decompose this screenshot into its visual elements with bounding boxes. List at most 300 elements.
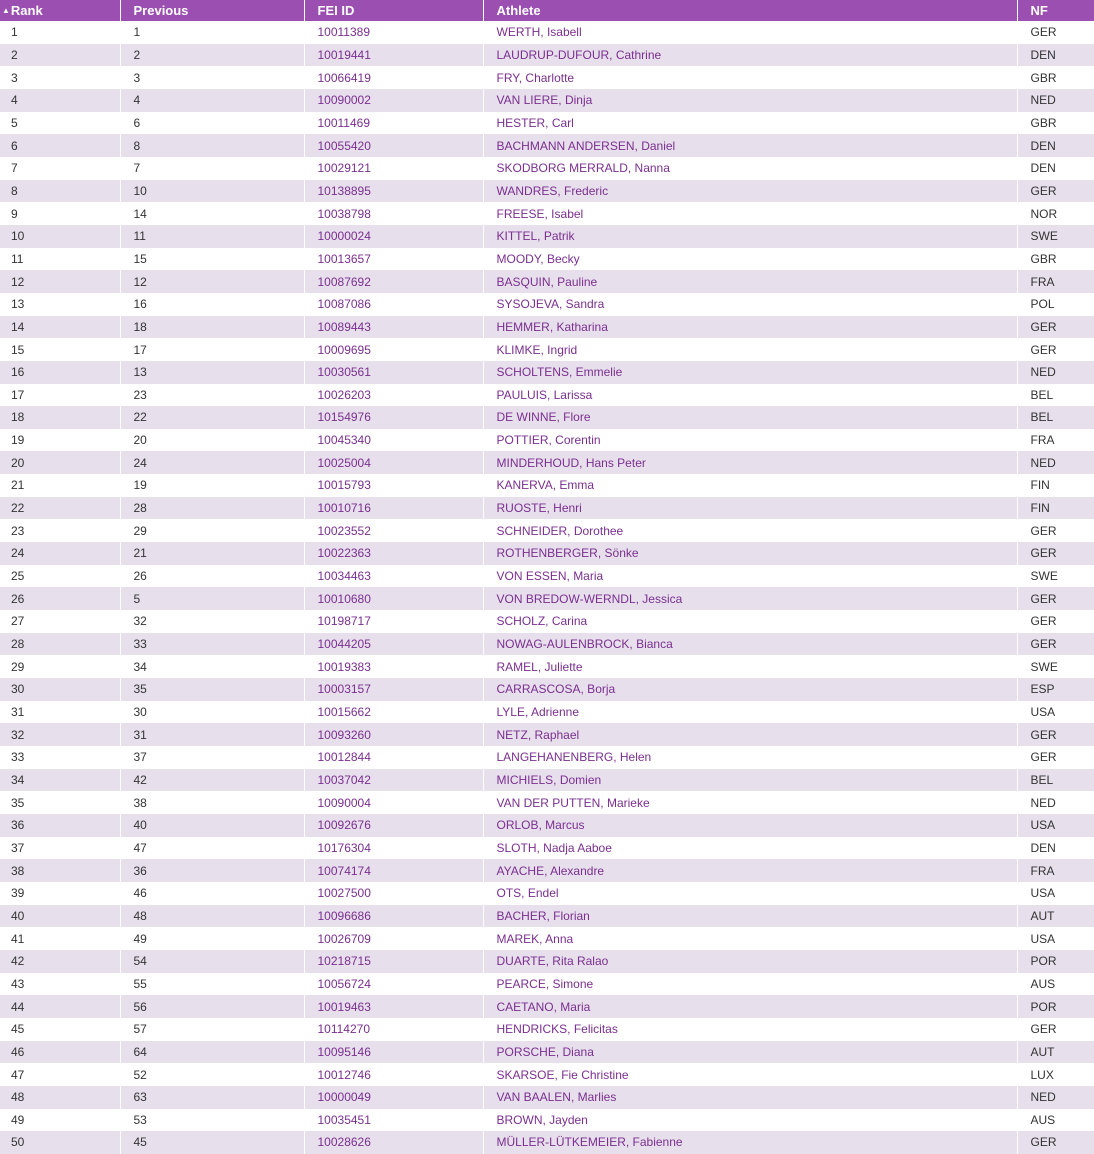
rank-cell: 12 [0,270,120,293]
nf-cell: FIN [1030,501,1050,516]
fei-id-link[interactable]: 10090004 [304,791,483,814]
table-row [0,1109,1094,1132]
fei-id-link[interactable]: 10019383 [304,655,483,678]
nf-cell: GER [1030,523,1057,538]
previous-rank-cell: 46 [120,882,304,905]
athlete-name-link[interactable]: MINDERHOUD, Hans Peter [483,451,1017,474]
column-header-rank[interactable] [0,0,120,21]
fei-id-link[interactable]: 10154976 [304,406,483,429]
rank-cell: 29 [0,655,120,678]
previous-rank-cell: 33 [120,633,304,656]
fei-id-link[interactable]: 10198717 [304,610,483,633]
table-body [0,21,1094,1154]
table-row [0,361,1094,384]
table-row [0,497,1094,520]
rank-cell: 3 [0,66,120,89]
fei-id-link[interactable]: 10026203 [304,384,483,407]
table-row [0,995,1094,1018]
sort-ascending-icon: ▲ [2,6,10,15]
rank-cell: 37 [0,837,120,860]
nf-cell: SWE [1030,659,1058,674]
athlete-name-link[interactable]: SYSOJEVA, Sandra [483,293,1017,316]
nf-cell: NED [1030,93,1056,108]
fei-id-link[interactable]: 10010680 [304,587,483,610]
previous-rank-cell: 30 [120,701,304,724]
fei-id-link[interactable]: 10010716 [304,497,483,520]
nf-cell: GER [1030,1022,1057,1037]
table-row [0,44,1094,67]
nf-cell: GBR [1030,115,1057,130]
table-row [0,451,1094,474]
rank-cell: 32 [0,723,120,746]
athlete-name-link[interactable]: MÜLLER-LÜTKEMEIER, Fabienne [483,1131,1017,1154]
nf-cell: GER [1030,614,1057,629]
athlete-name-link[interactable]: VAN BAALEN, Marlies [483,1086,1017,1109]
athlete-name-link[interactable]: CARRASCOSA, Borja [483,678,1017,701]
previous-rank-cell: 28 [120,497,304,520]
table-row [0,565,1094,588]
rank-cell: 22 [0,497,120,520]
previous-header-label: Previous [133,3,189,18]
fei-id-link[interactable]: 10019441 [304,44,483,67]
athlete-name-link[interactable]: VAN DER PUTTEN, Marieke [483,791,1017,814]
nf-cell: USA [1030,931,1056,946]
previous-rank-cell: 52 [120,1063,304,1086]
athlete-name-link[interactable]: HENDRICKS, Felicitas [483,1018,1017,1041]
fei-id-link[interactable]: 10074174 [304,859,483,882]
table-row [0,519,1094,542]
fei-id-link[interactable]: 10028626 [304,1131,483,1154]
fei-id-link[interactable]: 10044205 [304,633,483,656]
rank-header-label: Rank [10,3,43,18]
nf-cell: FRA [1030,433,1055,448]
nf-cell: POR [1030,954,1057,969]
table-row [0,134,1094,157]
nf-cell: POL [1030,297,1055,312]
nf-cell: LUX [1030,1067,1054,1082]
athlete-name-link[interactable]: HEMMER, Katharina [483,316,1017,339]
previous-rank-cell: 57 [120,1018,304,1041]
nf-cell: DEN [1030,47,1056,62]
fei-id-link[interactable]: 10218715 [304,950,483,973]
fei-id-link[interactable]: 10012844 [304,746,483,769]
previous-rank-cell: 5 [120,587,304,610]
rank-cell: 28 [0,633,120,656]
rank-cell: 48 [0,1086,120,1109]
fei-id-link[interactable]: 10015662 [304,701,483,724]
fei-id-link[interactable]: 10176304 [304,837,483,860]
athlete-name-link[interactable]: FRY, Charlotte [483,66,1017,89]
athlete-name-link[interactable]: PORSCHE, Diana [483,1041,1017,1064]
athlete-name-link[interactable]: DUARTE, Rita Ralao [483,950,1017,973]
rank-cell: 16 [0,361,120,384]
table-row [0,66,1094,89]
rank-cell: 13 [0,293,120,316]
previous-rank-cell: 22 [120,406,304,429]
nf-header-label: NF [1030,3,1048,18]
athlete-name-link[interactable]: VON ESSEN, Maria [483,565,1017,588]
previous-rank-cell: 24 [120,451,304,474]
nf-cell: ESP [1030,682,1055,697]
previous-rank-cell: 16 [120,293,304,316]
rank-cell: 41 [0,927,120,950]
athlete-name-link[interactable]: ORLOB, Marcus [483,814,1017,837]
table-row [0,270,1094,293]
nf-cell: AUT [1030,908,1055,923]
athlete-name-link[interactable]: POTTIER, Corentin [483,429,1017,452]
fei-id-link[interactable]: 10023552 [304,519,483,542]
rank-cell: 1 [0,21,120,44]
table-row [0,859,1094,882]
fei-id-link[interactable]: 10025004 [304,451,483,474]
rank-cell: 34 [0,769,120,792]
previous-rank-cell: 3 [120,66,304,89]
athlete-name-link[interactable]: LYLE, Adrienne [483,701,1017,724]
rank-cell: 2 [0,44,120,67]
athlete-name-link[interactable]: DE WINNE, Flore [483,406,1017,429]
nf-cell: NED [1030,365,1056,380]
athlete-name-link[interactable]: MAREK, Anna [483,927,1017,950]
athlete-name-link[interactable]: CAETANO, Maria [483,995,1017,1018]
athlete-name-link[interactable]: PEARCE, Simone [483,973,1017,996]
rank-cell: 20 [0,451,120,474]
previous-rank-cell: 49 [120,927,304,950]
nf-cell: GER [1030,637,1057,652]
previous-rank-cell: 14 [120,202,304,225]
nf-cell: NED [1030,455,1056,470]
rank-cell: 4 [0,89,120,112]
rank-cell: 38 [0,859,120,882]
rank-cell: 14 [0,316,120,339]
fei-id-link[interactable]: 10011469 [304,112,483,135]
fei-id-link[interactable]: 10095146 [304,1041,483,1064]
nf-cell: GER [1030,1135,1057,1150]
rank-cell: 49 [0,1109,120,1132]
previous-rank-cell: 13 [120,361,304,384]
previous-rank-cell: 56 [120,995,304,1018]
rank-cell: 10 [0,225,120,248]
nf-cell: GBR [1030,251,1057,266]
nf-cell: GER [1030,183,1057,198]
previous-rank-cell: 53 [120,1109,304,1132]
table-row [0,610,1094,633]
fei-id-link[interactable]: 10034463 [304,565,483,588]
previous-rank-cell: 42 [120,769,304,792]
nf-cell: AUS [1030,1112,1056,1127]
table-row [0,701,1094,724]
table-header [0,0,1094,21]
fei-id-link[interactable]: 10090002 [304,89,483,112]
table-row [0,225,1094,248]
nf-cell: FIN [1030,478,1050,493]
previous-rank-cell: 6 [120,112,304,135]
athlete-name-link[interactable]: VON BREDOW-WERNDL, Jessica [483,587,1017,610]
athlete-name-link[interactable]: MICHIELS, Domien [483,769,1017,792]
rank-cell: 24 [0,542,120,565]
rank-cell: 36 [0,814,120,837]
table-row [0,338,1094,361]
column-header-previous[interactable] [120,0,304,21]
nf-cell: BEL [1030,387,1054,402]
table-row [0,927,1094,950]
nf-cell: DEN [1030,161,1056,176]
table-row [0,89,1094,112]
previous-rank-cell: 17 [120,338,304,361]
fei-id-link[interactable]: 10026709 [304,927,483,950]
fei-id-link[interactable]: 10089443 [304,316,483,339]
previous-rank-cell: 19 [120,474,304,497]
athlete-name-link[interactable]: NOWAG-AULENBROCK, Bianca [483,633,1017,656]
table-row [0,655,1094,678]
nf-cell: GER [1030,750,1057,765]
previous-rank-cell: 45 [120,1131,304,1154]
rank-cell: 26 [0,587,120,610]
athlete-name-link[interactable]: KANERVA, Emma [483,474,1017,497]
table-row [0,1041,1094,1064]
athlete-name-link[interactable]: AYACHE, Alexandre [483,859,1017,882]
nf-cell: GER [1030,546,1057,561]
athlete-name-link[interactable]: BROWN, Jayden [483,1109,1017,1132]
fei-id-link[interactable]: 10045340 [304,429,483,452]
fei-id-link[interactable]: 10096686 [304,905,483,928]
rank-cell: 27 [0,610,120,633]
athlete-header-label: Athlete [496,3,541,18]
table-row [0,316,1094,339]
athlete-name-link[interactable]: ROTHENBERGER, Sönke [483,542,1017,565]
fei-id-link[interactable]: 10030561 [304,361,483,384]
previous-rank-cell: 37 [120,746,304,769]
athlete-name-link[interactable]: HESTER, Carl [483,112,1017,135]
rank-cell: 43 [0,973,120,996]
previous-rank-cell: 48 [120,905,304,928]
rank-cell: 42 [0,950,120,973]
nf-cell: USA [1030,705,1056,720]
table-row [0,882,1094,905]
nf-cell: FRA [1030,863,1055,878]
athlete-name-link[interactable]: OTS, Endel [483,882,1017,905]
previous-rank-cell: 1 [120,21,304,44]
athlete-name-link[interactable]: FREESE, Isabel [483,202,1017,225]
rank-cell: 6 [0,134,120,157]
previous-rank-cell: 23 [120,384,304,407]
table-row [0,202,1094,225]
rank-cell: 25 [0,565,120,588]
previous-rank-cell: 20 [120,429,304,452]
athlete-name-link[interactable]: MOODY, Becky [483,248,1017,271]
nf-cell: SWE [1030,229,1058,244]
athlete-name-link[interactable]: PAULUIS, Larissa [483,384,1017,407]
rank-cell: 8 [0,180,120,203]
fei-id-link[interactable]: 10093260 [304,723,483,746]
previous-rank-cell: 2 [120,44,304,67]
rank-cell: 15 [0,338,120,361]
athlete-name-link[interactable]: SCHOLZ, Carina [483,610,1017,633]
athlete-name-link[interactable]: LANGEHANENBERG, Helen [483,746,1017,769]
nf-cell: DEN [1030,840,1056,855]
athlete-name-link[interactable]: SCHOLTENS, Emmelie [483,361,1017,384]
athlete-name-link[interactable]: SKARSOE, Fie Christine [483,1063,1017,1086]
fei-id-header-label: FEI ID [317,3,355,18]
table-row [0,950,1094,973]
table-row [0,1131,1094,1154]
athlete-name-link[interactable]: SKODBORG MERRALD, Nanna [483,157,1017,180]
fei-id-link[interactable]: 10092676 [304,814,483,837]
athlete-name-link[interactable]: LAUDRUP-DUFOUR, Cathrine [483,44,1017,67]
previous-rank-cell: 11 [120,225,304,248]
rank-cell: 7 [0,157,120,180]
table-row [0,1063,1094,1086]
table-row [0,633,1094,656]
previous-rank-cell: 34 [120,655,304,678]
athlete-name-link[interactable]: RUOSTE, Henri [483,497,1017,520]
header-row [0,0,1094,21]
fei-id-link[interactable]: 10019463 [304,995,483,1018]
table-row [0,837,1094,860]
nf-cell: NED [1030,795,1056,810]
previous-rank-cell: 55 [120,973,304,996]
rank-cell: 44 [0,995,120,1018]
athlete-name-link[interactable]: BACHER, Florian [483,905,1017,928]
nf-cell: AUS [1030,976,1056,991]
nf-cell: POR [1030,999,1057,1014]
nf-cell: BEL [1030,410,1054,425]
previous-rank-cell: 15 [120,248,304,271]
fei-id-link[interactable]: 10000049 [304,1086,483,1109]
rank-cell: 17 [0,384,120,407]
table-row [0,791,1094,814]
table-row [0,769,1094,792]
previous-rank-cell: 26 [120,565,304,588]
fei-id-link[interactable]: 10035451 [304,1109,483,1132]
previous-rank-cell: 7 [120,157,304,180]
athlete-name-link[interactable]: RAMEL, Juliette [483,655,1017,678]
athlete-name-link[interactable]: SCHNEIDER, Dorothee [483,519,1017,542]
table-row [0,429,1094,452]
rank-cell: 47 [0,1063,120,1086]
athlete-name-link[interactable]: BASQUIN, Pauline [483,270,1017,293]
athlete-name-link[interactable]: WANDRES, Frederic [483,180,1017,203]
rank-cell: 31 [0,701,120,724]
rank-cell: 50 [0,1131,120,1154]
athlete-name-link[interactable]: BACHMANN ANDERSEN, Daniel [483,134,1017,157]
table-row [0,678,1094,701]
previous-rank-cell: 40 [120,814,304,837]
rank-cell: 19 [0,429,120,452]
nf-cell: FRA [1030,274,1055,289]
fei-id-link[interactable]: 10009695 [304,338,483,361]
athlete-name-link[interactable]: VAN LIERE, Dinja [483,89,1017,112]
previous-rank-cell: 47 [120,837,304,860]
column-header-fei-id[interactable] [304,0,483,21]
table-row [0,814,1094,837]
column-header-nf[interactable] [1017,0,1094,21]
nf-cell: USA [1030,886,1056,901]
fei-id-link[interactable]: 10015793 [304,474,483,497]
table-row [0,293,1094,316]
table-row [0,180,1094,203]
nf-cell: GER [1030,319,1057,334]
nf-cell: GER [1030,591,1057,606]
fei-id-link[interactable]: 10138895 [304,180,483,203]
previous-rank-cell: 29 [120,519,304,542]
previous-rank-cell: 12 [120,270,304,293]
nf-cell: GER [1030,342,1057,357]
fei-id-link[interactable]: 10055420 [304,134,483,157]
fei-id-link[interactable]: 10027500 [304,882,483,905]
athlete-name-link[interactable]: NETZ, Raphael [483,723,1017,746]
nf-cell: USA [1030,818,1056,833]
previous-rank-cell: 64 [120,1041,304,1064]
nf-cell: GER [1030,727,1057,742]
previous-rank-cell: 31 [120,723,304,746]
athlete-name-link[interactable]: KLIMKE, Ingrid [483,338,1017,361]
fei-id-link[interactable]: 10013657 [304,248,483,271]
nf-cell: NOR [1030,206,1058,221]
table-row [0,1018,1094,1041]
previous-rank-cell: 35 [120,678,304,701]
fei-id-link[interactable]: 10029121 [304,157,483,180]
rank-cell: 40 [0,905,120,928]
table-row [0,248,1094,271]
fei-id-link[interactable]: 10022363 [304,542,483,565]
nf-cell: NED [1030,1090,1056,1105]
previous-rank-cell: 32 [120,610,304,633]
previous-rank-cell: 4 [120,89,304,112]
column-header-athlete[interactable] [483,0,1017,21]
nf-cell: GBR [1030,70,1057,85]
table-row [0,542,1094,565]
fei-id-link[interactable]: 10087692 [304,270,483,293]
table-row [0,1086,1094,1109]
previous-rank-cell: 38 [120,791,304,814]
previous-rank-cell: 18 [120,316,304,339]
previous-rank-cell: 8 [120,134,304,157]
rank-cell: 45 [0,1018,120,1041]
rank-cell: 21 [0,474,120,497]
fei-id-link[interactable]: 10038798 [304,202,483,225]
fei-id-link[interactable]: 10003157 [304,678,483,701]
table-row [0,384,1094,407]
rank-cell: 9 [0,202,120,225]
rank-cell: 11 [0,248,120,271]
previous-rank-cell: 36 [120,859,304,882]
fei-id-link[interactable]: 10114270 [304,1018,483,1041]
table-row [0,21,1094,44]
table-row [0,157,1094,180]
athlete-name-link[interactable]: SLOTH, Nadja Aaboe [483,837,1017,860]
fei-id-link[interactable]: 10000024 [304,225,483,248]
table-row [0,112,1094,135]
rank-cell: 18 [0,406,120,429]
fei-id-link[interactable]: 10037042 [304,769,483,792]
table-row [0,973,1094,996]
fei-id-link[interactable]: 10012746 [304,1063,483,1086]
rank-cell: 35 [0,791,120,814]
previous-rank-cell: 21 [120,542,304,565]
table-row [0,905,1094,928]
athlete-name-link[interactable]: WERTH, Isabell [483,21,1017,44]
nf-cell: SWE [1030,569,1058,584]
rank-cell: 23 [0,519,120,542]
nf-cell: AUT [1030,1044,1055,1059]
fei-id-link[interactable]: 10087086 [304,293,483,316]
fei-id-link[interactable]: 10056724 [304,973,483,996]
fei-id-link[interactable]: 10011389 [304,21,483,44]
athlete-name-link[interactable]: KITTEL, Patrik [483,225,1017,248]
fei-id-link[interactable]: 10066419 [304,66,483,89]
previous-rank-cell: 54 [120,950,304,973]
rank-cell: 5 [0,112,120,135]
